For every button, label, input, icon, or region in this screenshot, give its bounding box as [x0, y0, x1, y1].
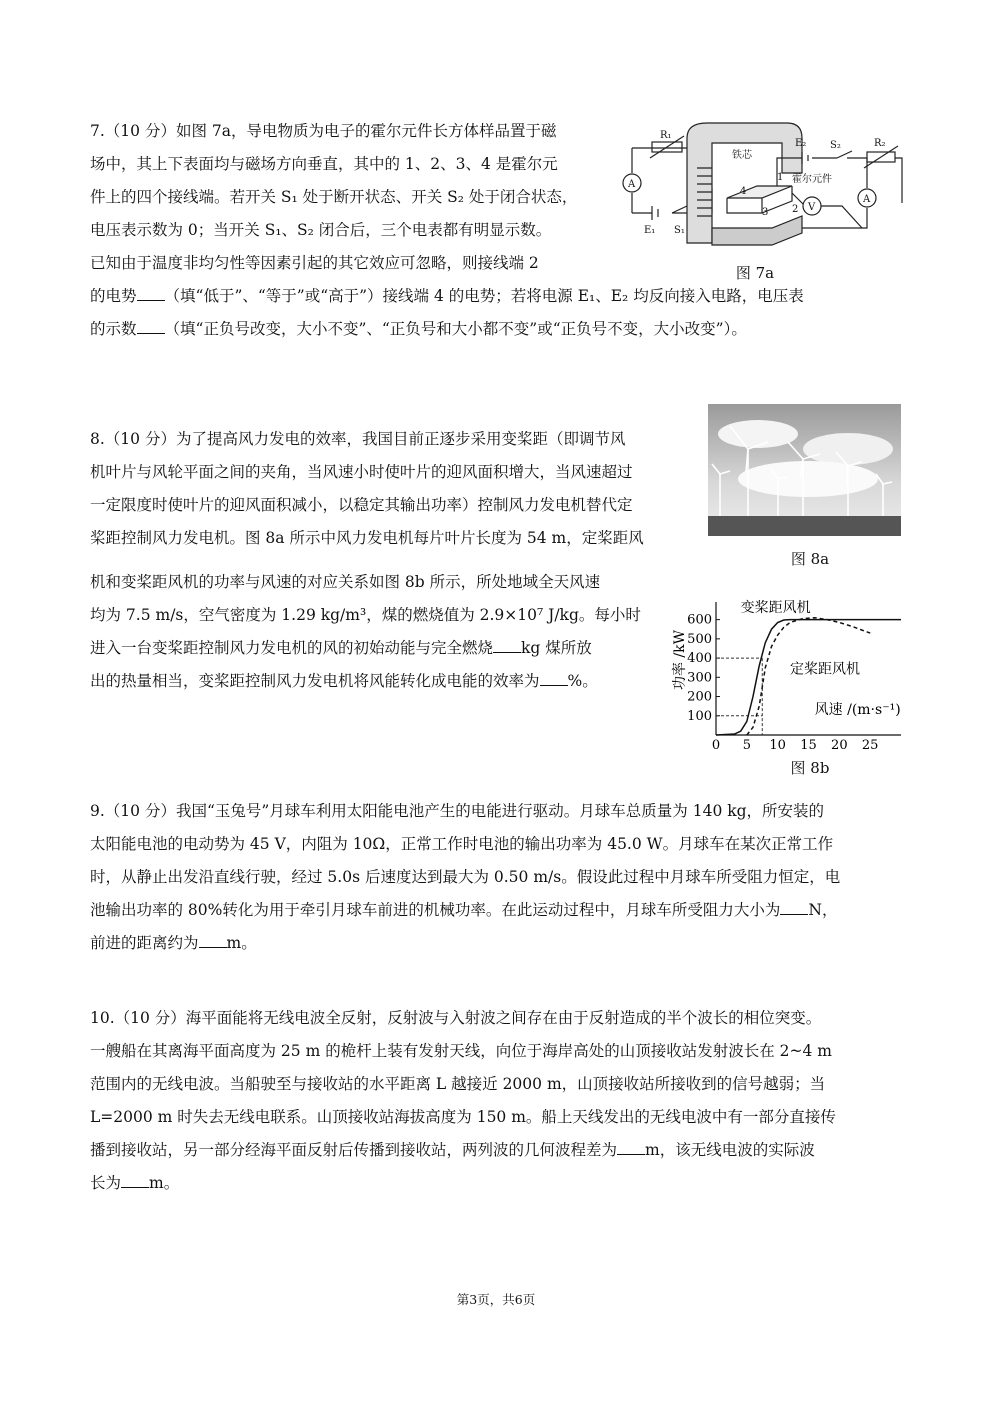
svg-text:V: V	[808, 202, 816, 213]
answer-blank[interactable]	[780, 900, 808, 915]
q10-line1: 10.（10 分）海平面能将无线电波全反射，反射波与入射波之间存在由于反射造成的半个波长的相位突变。	[90, 1009, 822, 1027]
q10-line4: L=2000 m 时失去无线电联系。山顶接收站海拔高度为 150 m。船上天线发出的无线电波中有一部分直接传	[90, 1108, 836, 1126]
answer-blank[interactable]	[199, 933, 227, 948]
answer-blank[interactable]	[121, 1173, 149, 1188]
x-axis-label: 风速 /(m·s⁻¹)	[814, 701, 901, 718]
page-footer: 第3页，共6页	[456, 1292, 536, 1307]
q8-line7: 进入一台变桨距控制风力发电机的风的初始动能与完全燃烧 kg 煤所放	[90, 639, 592, 657]
q8-line6: 均为 7.5 m/s，空气密度为 1.29 kg/m³，煤的燃烧值为 2.9×10⁷ J/kg。每小时	[90, 606, 641, 624]
svg-text:S₁: S₁	[674, 225, 685, 236]
q10-line3: 范围内的无线电波。当船驶至与接收站的水平距离 L 越接近 2000 m，山顶接收站所接收到的信号越弱；当	[90, 1075, 826, 1093]
svg-text:1: 1	[777, 172, 784, 183]
q7-text-cont	[90, 280, 920, 346]
x-tick-label: 15	[800, 738, 817, 753]
x-tick-label: 10	[769, 738, 786, 753]
series-label-2: 定桨距风机	[790, 661, 860, 678]
y-tick-label: 100	[687, 708, 712, 724]
svg-text:A: A	[863, 194, 871, 205]
q8-line4: 桨距控制风力发电机。图 8a 所示中风力发电机每片叶片长度为 54 m，定桨距风	[90, 529, 644, 547]
q10-line6: 长为 m。	[90, 1174, 180, 1192]
q9-text	[90, 795, 920, 960]
svg-text:E₂: E₂	[795, 138, 807, 149]
q9-line4: 池输出功率的 80%转化为用于牵引月球车前进的机械功率。在此运动过程中，月球车所受阻力大小为 N，	[90, 901, 838, 919]
svg-text:R₁: R₁	[660, 130, 672, 141]
figure-8b-chart	[668, 590, 908, 755]
q8-text-cont	[90, 566, 690, 698]
q8-line3: 一定限度时使叶片的迎风面积减小，以稳定其输出功率）控制风力发电机替代定	[90, 496, 633, 514]
y-axis-label: 功率 /kW	[672, 629, 688, 691]
q8-line8: 出的热量相当，变桨距控制风力发电机将风能转化成电能的效率为 %。	[90, 672, 598, 690]
x-tick-label: 20	[831, 738, 848, 753]
q8-line1: 8.（10 分）为了提高风力发电的效率，我国目前正逐步采用变桨距（即调节风	[90, 430, 626, 448]
q7-line6: 的电势 （填“低于”、“等于”或“高于”）接线端 4 的电势；若将电源 E₁、E₂ 均反向接入电路，电压表	[90, 287, 804, 305]
q9-line5: 前进的距离约为 m。	[90, 934, 257, 952]
q9-line3: 时，从静止出发沿直线行驶，经过 5.0s 后速度达到最大为 0.50 m/s。假设此过程中月球车所受阻力恒定，电	[90, 868, 841, 886]
series-label-1: 变桨距风机	[740, 599, 811, 616]
svg-text:A: A	[628, 179, 636, 190]
y-tick-label: 300	[687, 670, 712, 686]
figure-7a-circuit	[612, 118, 912, 268]
answer-blank[interactable]	[540, 671, 568, 686]
q7-line3: 件上的四个接线端。若开关 S₁ 处于断开状态、开关 S₂ 处于闭合状态，	[90, 188, 578, 206]
svg-text:霍尔元件: 霍尔元件	[792, 174, 832, 185]
q8-text	[90, 423, 710, 555]
q9-line2: 太阳能电池的电动势为 45 V，内阻为 10Ω，正常工作时电池的输出功率为 45.0 W。月球车在某次正常工作	[90, 835, 834, 853]
answer-blank[interactable]	[617, 1140, 645, 1155]
answer-blank[interactable]	[493, 638, 521, 653]
q7-line5: 已知由于温度非均匀性等因素引起的其它效应可忽略，则接线端 2	[90, 254, 539, 272]
q10-line2: 一艘船在其离海平面高度为 25 m 的桅杆上装有发射天线，向位于海岸高处的山顶接收站发射波长在 2~4 m	[90, 1042, 832, 1060]
q10-text	[90, 1002, 920, 1200]
svg-text:S₂: S₂	[830, 140, 841, 151]
figure-8a-wind-turbines	[708, 404, 901, 536]
svg-text:2: 2	[792, 204, 799, 215]
y-tick-label: 600	[687, 612, 712, 628]
q7-text	[90, 115, 620, 280]
x-tick-label: 25	[861, 738, 879, 753]
y-tick-label: 500	[687, 631, 712, 647]
q7-line2: 场中，其上下表面均与磁场方向垂直，其中的 1、2、3、4 是霍尔元	[90, 155, 558, 173]
q8-line5: 机和变桨距风机的功率与风速的对应关系如图 8b 所示，所处地域全天风速	[90, 573, 601, 591]
q10-line5: 播到接收站，另一部分经海平面反射后传播到接收站，两列波的几何波程差为 m，该无线电波的实际波	[90, 1141, 815, 1159]
q9-line1: 9.（10 分）我国“玉兔号”月球车利用太阳能电池产生的电能进行驱动。月球车总质量为 140 kg，所安装的	[90, 802, 825, 820]
y-tick-label: 400	[687, 651, 712, 667]
q7-line4: 电压表示数为 0；当开关 S₁、S₂ 闭合后，三个电表都有明显示数。	[90, 221, 552, 239]
svg-text:4: 4	[740, 186, 747, 197]
svg-text:R₂: R₂	[874, 138, 886, 149]
answer-blank[interactable]	[137, 319, 165, 334]
y-tick-label: 200	[687, 689, 712, 705]
figure-8b-caption: 图 8b	[790, 759, 830, 777]
q7-line1: 7.（10 分）如图 7a，导电物质为电子的霍尔元件长方体样品置于磁	[90, 122, 557, 140]
svg-text:E₁: E₁	[644, 225, 656, 236]
figure-7a-caption: 图 7a	[735, 264, 775, 282]
figure-8a-caption: 图 8a	[790, 550, 830, 568]
q7-line7: 的示数 （填“正负号改变，大小不变”、“正负号和大小都不变”或“正负号不变，大小改变”）。	[90, 320, 747, 338]
x-tick-label: 0	[711, 738, 721, 753]
svg-text:3: 3	[762, 207, 769, 218]
q8-line2: 机叶片与风轮平面之间的夹角，当风速小时使叶片的迎风面积增大，当风速超过	[90, 463, 633, 481]
answer-blank[interactable]	[137, 286, 165, 301]
svg-text:铁芯: 铁芯	[732, 150, 752, 161]
x-tick-label: 5	[742, 738, 751, 753]
